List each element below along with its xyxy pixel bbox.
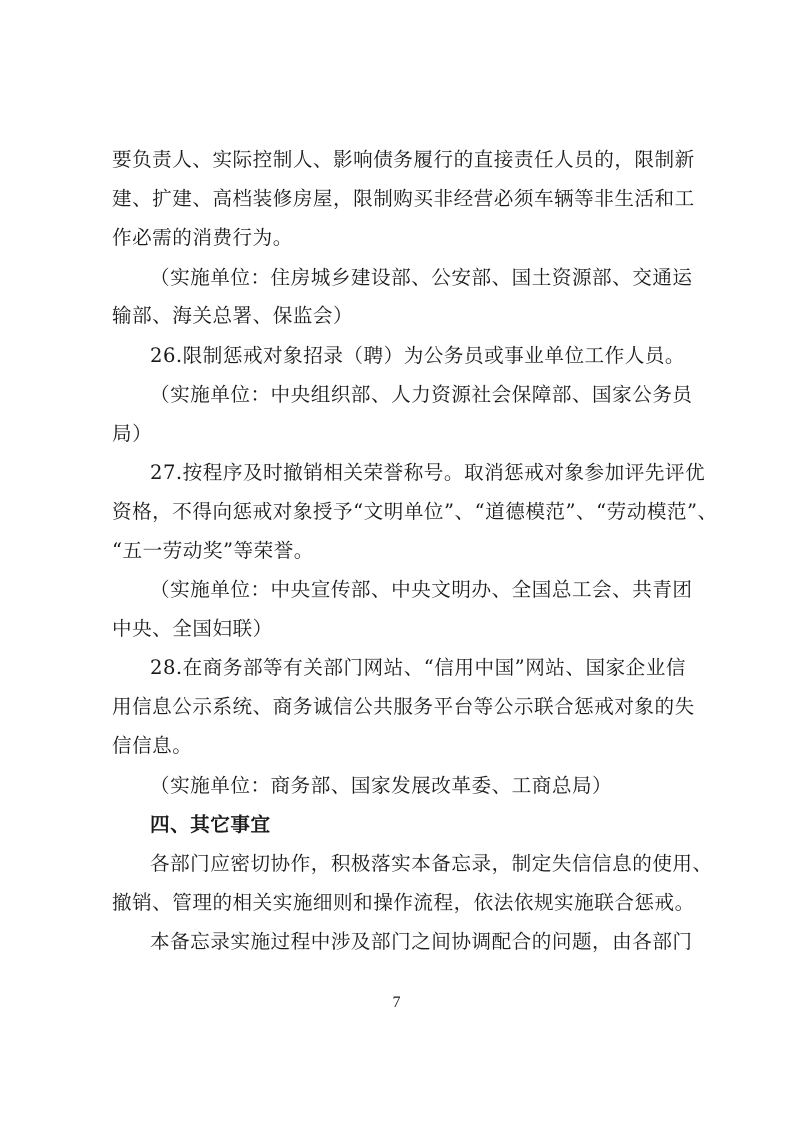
numbered-item-26: 26.限制惩戒对象招录（聘）为公务员或事业单位工作人员。	[150, 344, 686, 367]
implementing-units-line: 中央、全国妇联）	[112, 617, 273, 640]
body-text-line: 资格，不得向惩戒对象授予“文明单位”、“道德模范”、“劳动模范”、	[112, 500, 718, 523]
body-text-line: 建、扩建、高档装修房屋，限制购买非经营必须车辆等非生活和工	[112, 187, 695, 210]
body-text-line: “五一劳动奖”等荣誉。	[112, 539, 314, 562]
implementing-units-line: （实施单位：住房城乡建设部、公安部、国土资源部、交通运	[150, 266, 693, 289]
body-text-line: 用信息公示系统、商务诚信公共服务平台等公示联合惩戒对象的失	[112, 695, 695, 718]
body-text-line: 作必需的消费行为。	[112, 226, 293, 249]
implementing-units-line: （实施单位：中央宣传部、中央文明办、全国总工会、共青团	[150, 578, 693, 601]
implementing-units-line: 输部、海关总署、保监会）	[112, 304, 354, 327]
numbered-item-27: 27.按程序及时撤销相关荣誉称号。取消惩戒对象参加评先评优	[150, 461, 706, 484]
body-text-line: 撤销、管理的相关实施细则和操作流程，依法依规实施联合惩戒。	[112, 891, 695, 914]
body-text-line: 各部门应密切协作，积极落实本备忘录，制定失信信息的使用、	[150, 852, 713, 875]
body-text-line: 本备忘录实施过程中涉及部门之间协调配合的问题，由各部门	[150, 930, 693, 953]
body-text-line: 要负责人、实际控制人、影响债务履行的直接责任人员的，限制新	[112, 148, 695, 171]
numbered-item-28: 28.在商务部等有关部门网站、“信用中国”网站、国家企业信	[150, 656, 686, 679]
section-heading: 四、其它事宜	[150, 813, 271, 836]
body-text-line: 信信息。	[112, 734, 193, 757]
page-number: 7	[392, 994, 401, 1011]
implementing-units-line: （实施单位：商务部、国家发展改革委、工商总局）	[150, 774, 613, 797]
implementing-units-line: 局）	[112, 422, 153, 445]
implementing-units-line: （实施单位：中央组织部、人力资源社会保障部、国家公务员	[150, 383, 693, 406]
